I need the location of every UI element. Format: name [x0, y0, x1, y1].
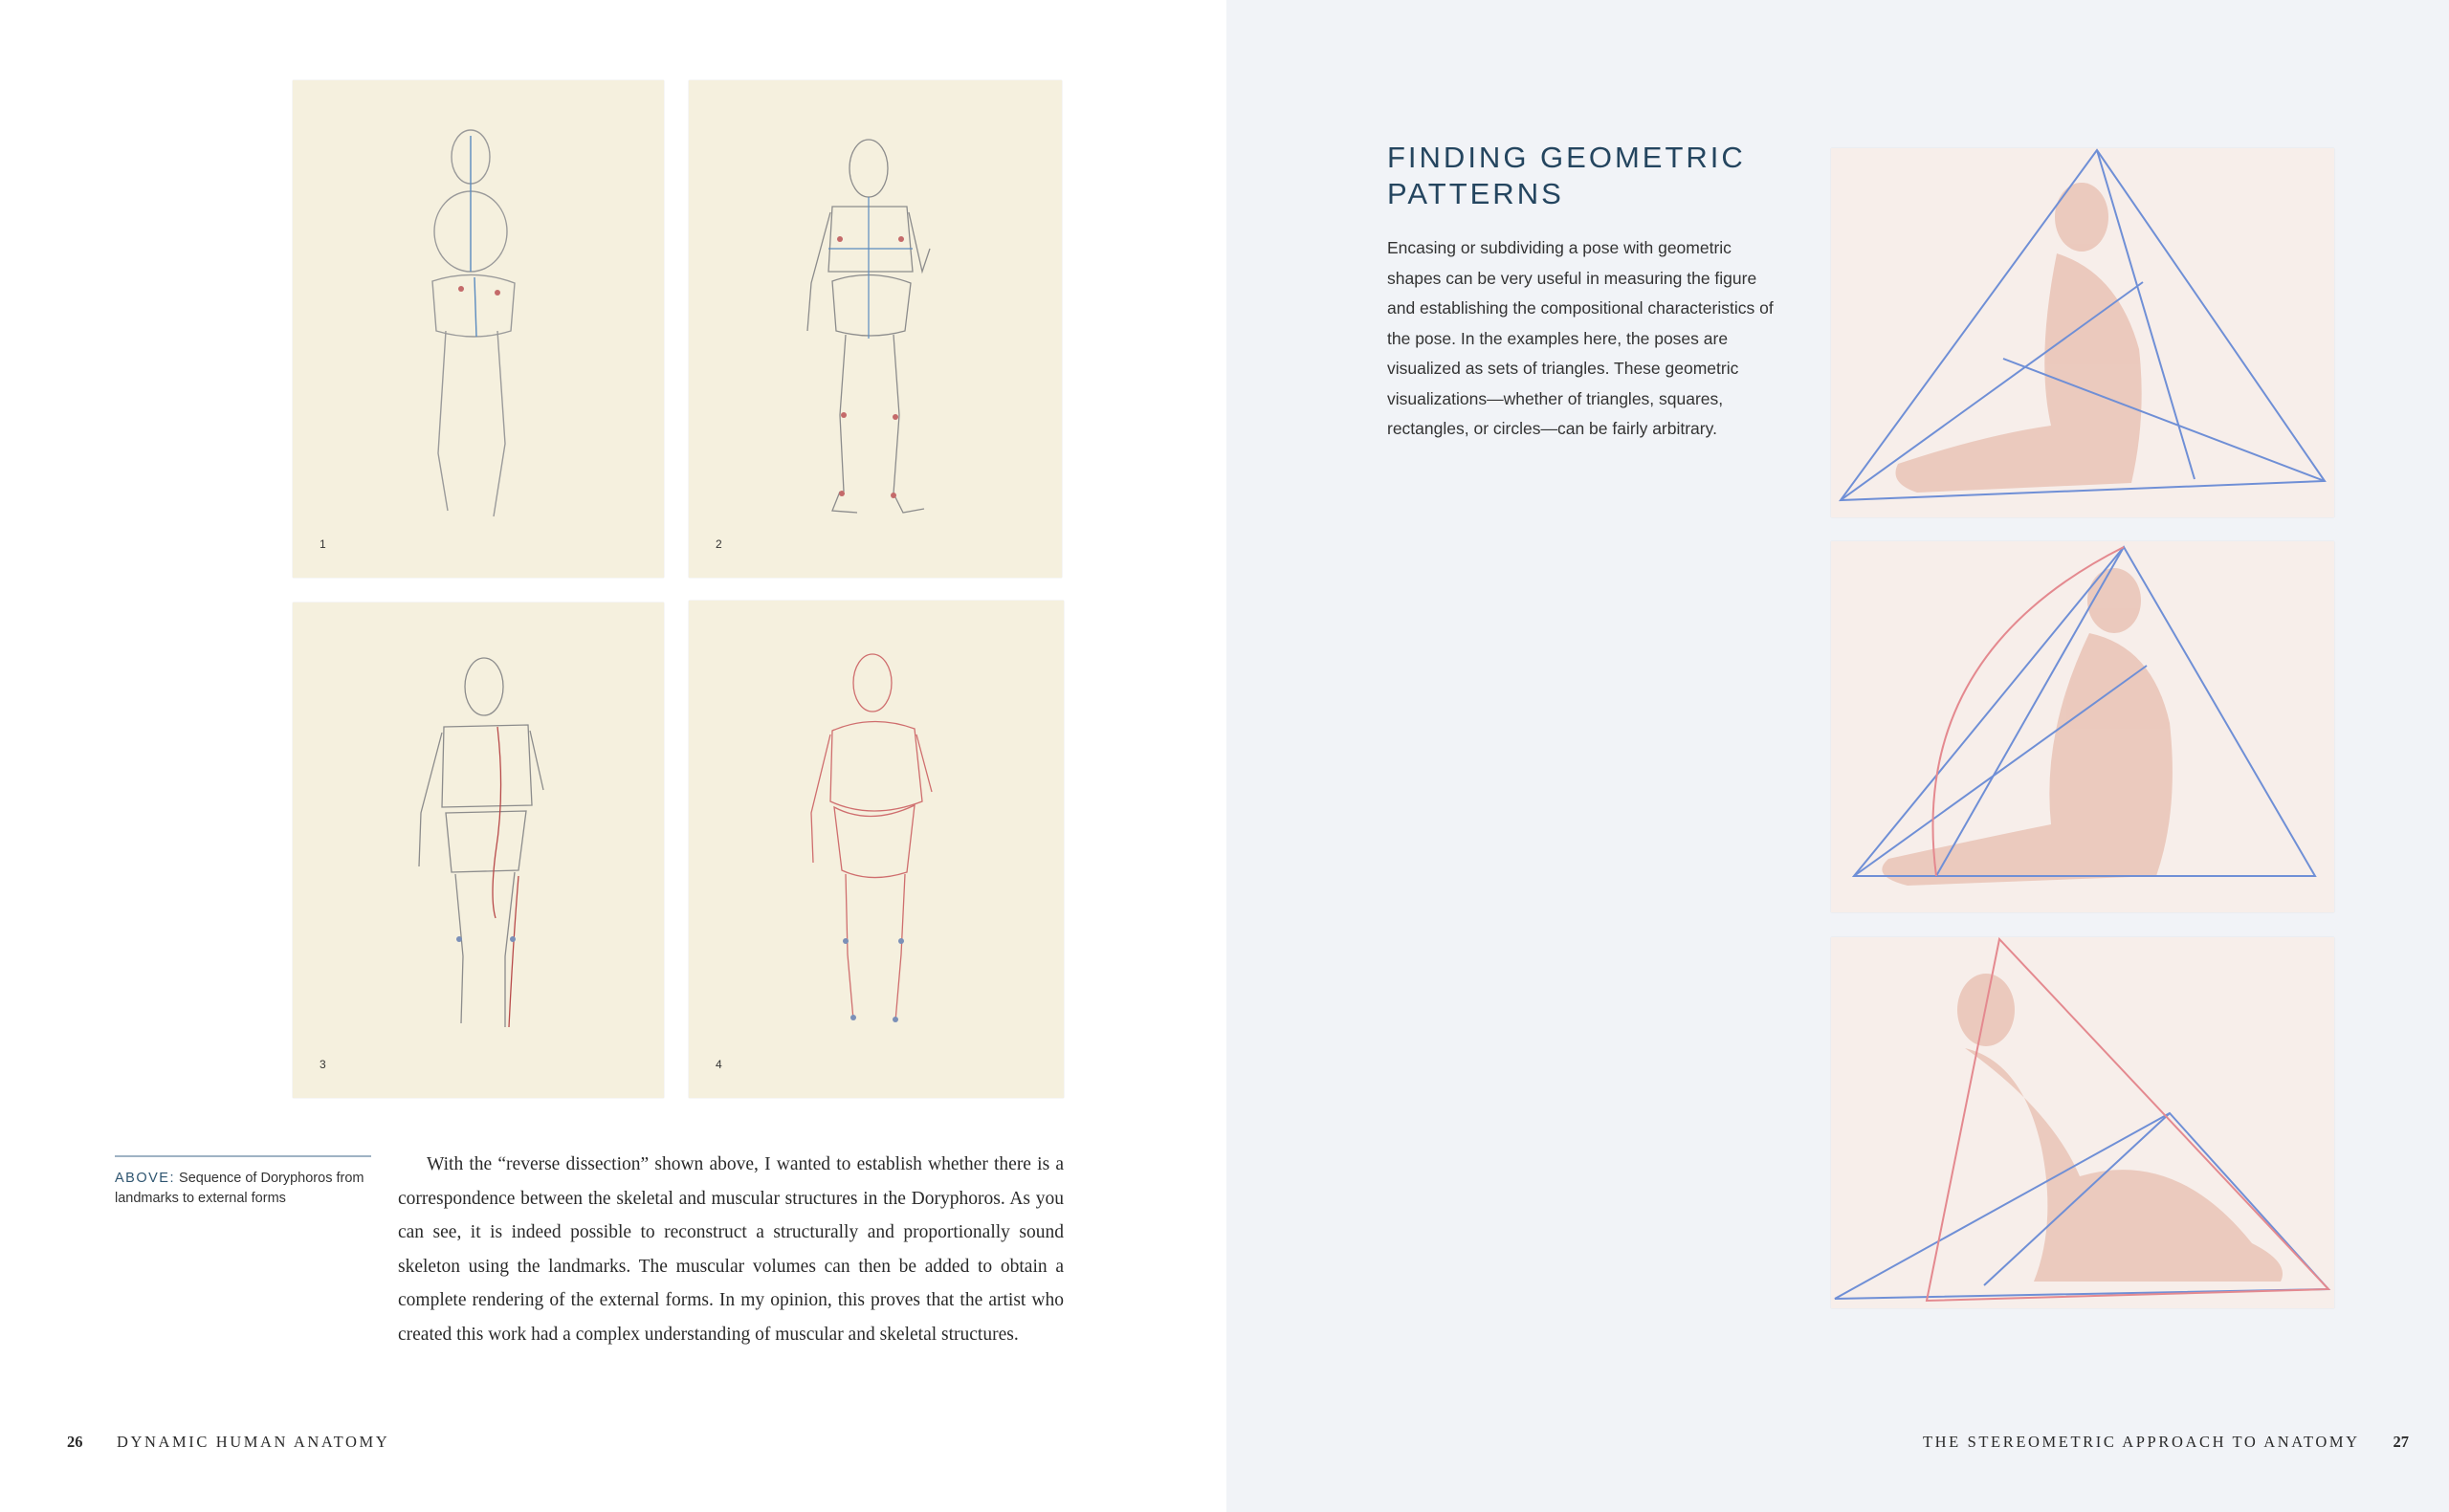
running-head: DYNAMIC HUMAN ANATOMY — [116, 1433, 390, 1451]
figure-number: 4 — [716, 1058, 722, 1071]
drawing-external-forms — [689, 601, 1064, 1098]
pose-image-1 — [1831, 148, 2334, 517]
intro-text — [1387, 233, 1774, 445]
pose-image-2 — [1831, 541, 2334, 912]
caption-text: Sequence of Doryphoros from landmarks to external forms — [115, 1171, 364, 1206]
seated-figure-triangle-diagram — [1831, 937, 2334, 1308]
left-folio — [67, 1433, 389, 1452]
intro-paragraph: Encasing or subdividing a pose with geometric shapes can be very useful in measuring the figure and establishing the compositional characteristics of the pose. In the examples here, the poses are visualized as sets of triangles. These geometric visualizations—whether of triangles, squares, rectangles, or circles—can be fairly arbitrary. — [1387, 238, 1774, 438]
body-paragraph: With the “reverse dissection” shown above, I wanted to establish whether there is a correspondence between the skeletal and muscular structures in the Doryphoros. As you can see, it is indeed possible to reconstruct a structurally and proportionally sound skeleton using the landmarks. The muscular volumes can then be added to obtain a complete rendering of the external forms. In my opinion, this proves that the artist who created this work had a complex understanding of muscular and skeletal structures. — [398, 1154, 1064, 1345]
figure-number: 1 — [320, 537, 326, 551]
figure-sheet-4 — [689, 601, 1064, 1098]
drawing-muscles — [293, 603, 664, 1098]
seated-figure-triangle-diagram — [1831, 541, 2334, 912]
caption-rule — [115, 1155, 371, 1157]
drawing-skeleton — [689, 80, 1062, 578]
right-folio — [1923, 1433, 2409, 1452]
running-head: THE STEREOMETRIC APPROACH TO ANATOMY — [1922, 1433, 2360, 1451]
page-number: 26 — [67, 1433, 83, 1451]
figure-sheet-1 — [293, 80, 664, 578]
figure-number: 3 — [320, 1058, 326, 1071]
figure-sheet-2 — [689, 80, 1062, 578]
pose-image-3 — [1831, 937, 2334, 1308]
figure-caption — [115, 1169, 373, 1209]
seated-figure-triangle-diagram — [1831, 148, 2334, 517]
figure-sheet-3 — [293, 603, 664, 1098]
caption-label: ABOVE: — [115, 1171, 175, 1186]
page-number: 27 — [2393, 1433, 2409, 1451]
section-title: FINDING GEOMETRIC PATTERNS — [1387, 141, 1746, 210]
figure-number: 2 — [716, 537, 722, 551]
drawing-landmarks — [293, 80, 664, 578]
